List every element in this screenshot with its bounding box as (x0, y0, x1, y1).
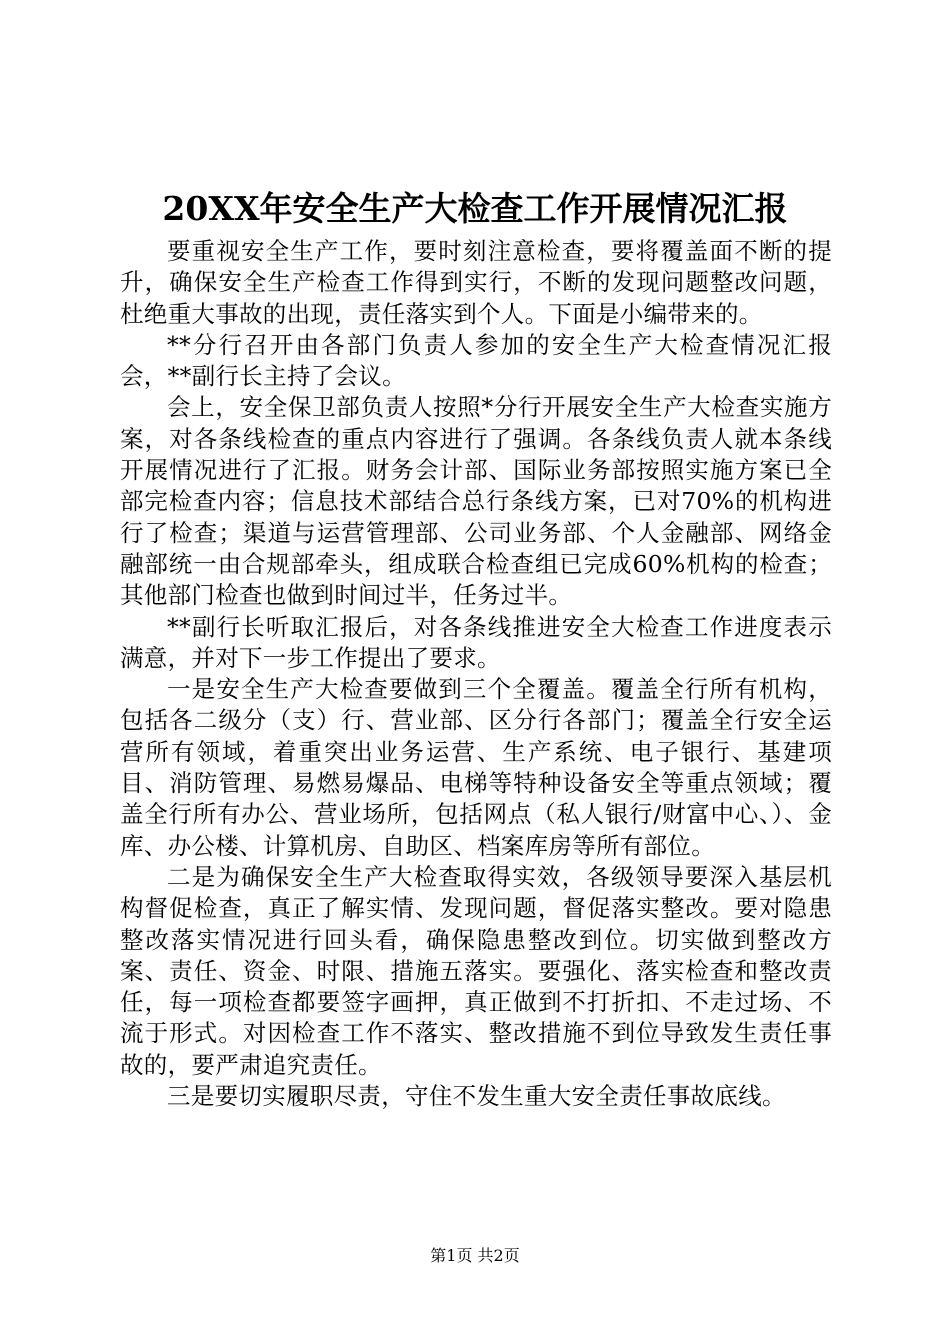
paragraph-point-two: 二是为确保安全生产大检查取得实效，各级领导要深入基层机构督促检查，真正了解实情、发现问题，督促落实整改。要对隐患整改落实情况进行回头看，确保隐患整改到位。切实做到整改方案、责任、资金、时限、措施五落实。要强化、落实检查和整改责任，每一项检查都要签字画押，真正做到不打折扣、不走过场、不流于形式。对因检查工作不落实、整改措施不到位导致发生责任事故的，要严肃追究责任。 (120, 862, 832, 1079)
paragraph-meeting: **分行召开由各部门负责人参加的安全生产大检查情况汇报会，**副行长主持了会议。 (120, 330, 832, 391)
paragraph-point-three: 三是要切实履职尽责，守住不发生重大安全责任事故底线。 (167, 1082, 786, 1111)
document-body (120, 236, 832, 1112)
paragraph-point-one: 一是安全生产大检查要做到三个全覆盖。覆盖全行所有机构，包括各二级分（支）行、营业部、区分行各部门；覆盖全行安全运营所有领域，着重突出业务运营、生产系统、电子银行、基建项目、消防管理、易燃易爆品、电梯等特种设备安全等重点领域；覆盖全行所有办公、营业场所，包括网点（私人银行/财富中心、）、金库、办公楼、计算机房、自助区、档案库房等所有部位。 (120, 675, 832, 860)
paragraph-intro: 要重视安全生产工作，要时刻注意检查，要将覆盖面不断的提升，确保安全生产检查工作得到实行，不断的发现问题整改问题，杜绝重大事故的出现，责任落实到个人。下面是小编带来的。 (120, 237, 832, 328)
paragraph-response: **副行长听取汇报后，对各条线推进安全大检查工作进度表示满意，并对下一步工作提出了要求。 (120, 612, 832, 672)
paragraph-report: 会上，安全保卫部负责人按照*分行开展安全生产大检查实施方案，对各条线检查的重点内容进行了强调。各条线负责人就本条线开展情况进行了汇报。财务会计部、国际业务部按照实施方案已全部完检查内容；信息技术部结合总行条线方案，已对70%的机构进行了检查；渠道与运营管理部、公司业务部、个人金融部、网络金融部统一由合规部牵头，组成联合检查组已完成60%机构的检查；其他部门检查也做到时间过半，任务过半。 (120, 393, 832, 610)
document-title: 20XX年安全生产大检查工作开展情况汇报 (162, 189, 788, 228)
page-number-footer: 第1页 共2页 (430, 1246, 520, 1265)
